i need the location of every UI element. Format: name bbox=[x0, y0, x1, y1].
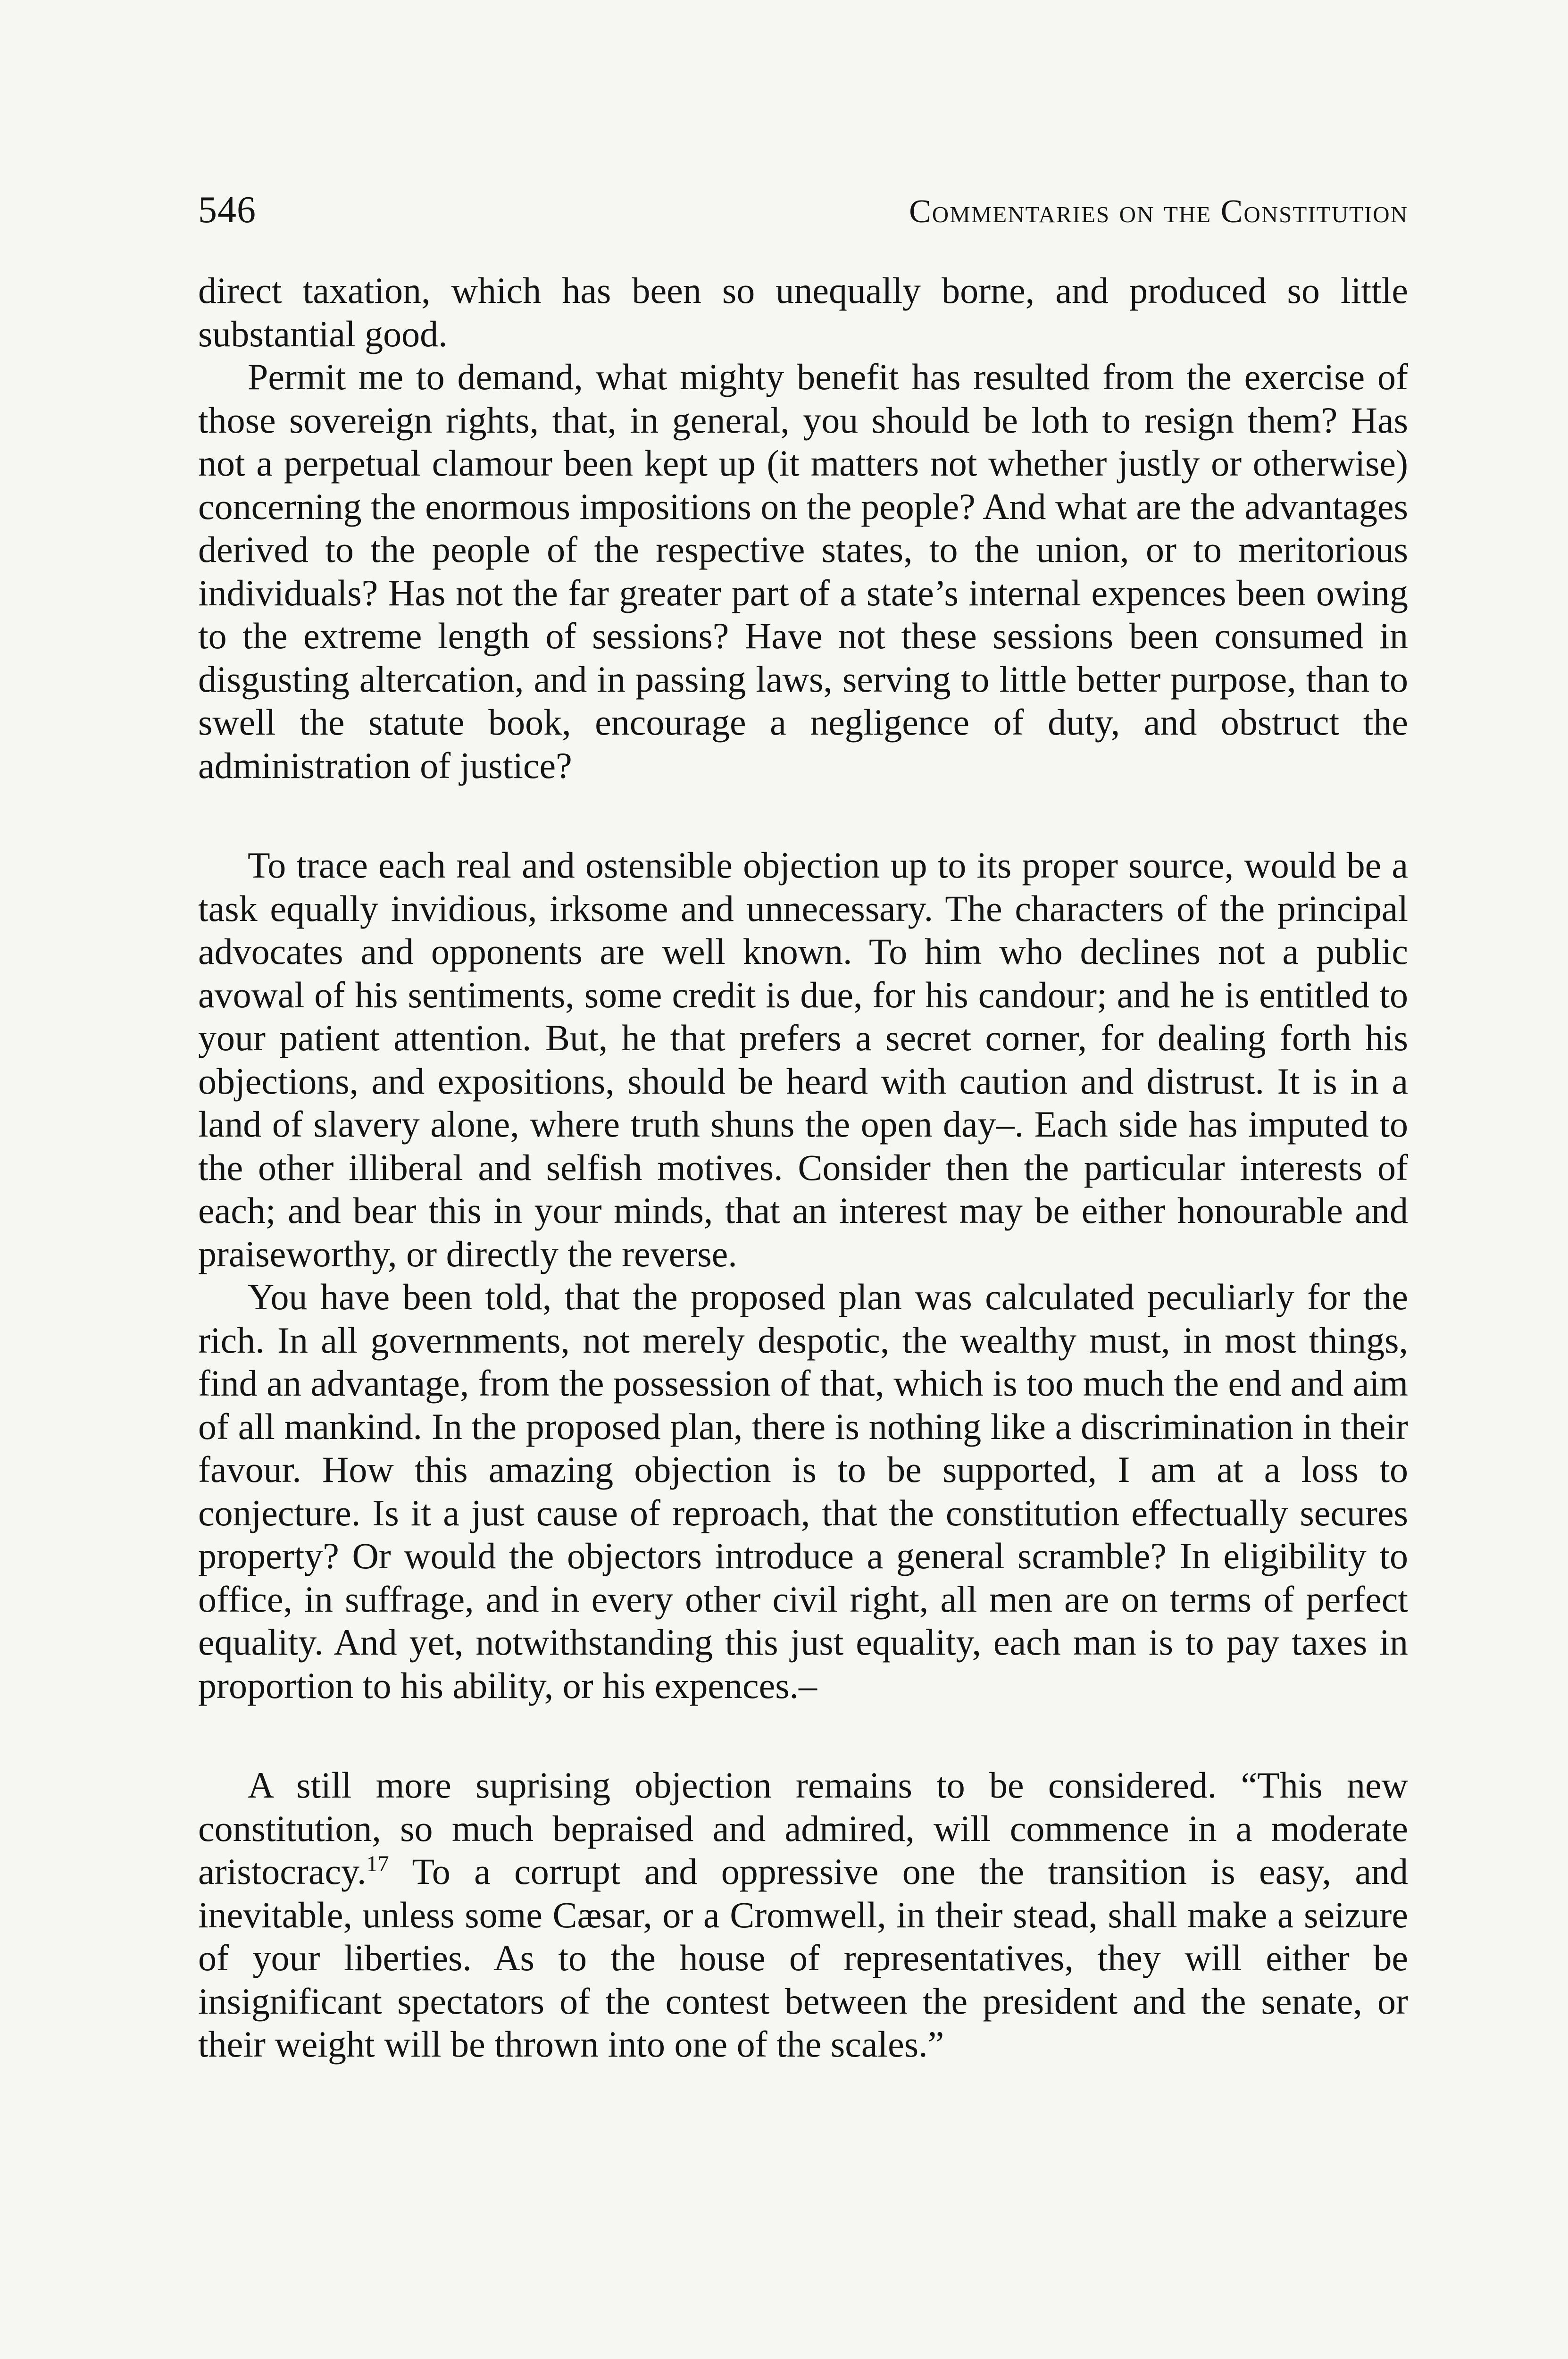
paragraph: To trace each real and ostensible objection up to its proper source, would be a task equally invidious, irksome and unnecessary. The characters of the principal advocates and opponents are well known. To him who declines not a public avowal of his sentiments, some credit is due, for his candour; and he is entitled to your patient attention. But, he that prefers a secret corner, for dealing forth his objections, and expositions, should be heard with caution and distrust. It is in a land of slavery alone, where truth shuns the open day–. Each side has imputed to the other illiberal and selfish motives. Consider then the particular interests of each; and bear this in your minds, that an interest may be either honourable and praiseworthy, or directly the reverse. bbox=[198, 845, 1408, 1274]
paragraph-text: To a corrupt and oppressive one the transition is easy, and inevitable, unless some Cæsar, or a Cromwell, in their stead, shall make a seizure of your liberties. As to the house of representatives, they will either be insignificant spectators of the contest between the president and the senate, or their weight will be thrown into one of the scales.” bbox=[198, 1851, 1408, 2065]
paragraph-continuation: direct taxation, which has been so unequally borne, and produced so little substantial good. bbox=[198, 270, 1408, 354]
paragraph: Permit me to demand, what mighty benefit has resulted from the exercise of those sovereign rights, that, in general, you should be loth to resign them? Has not a perpetual clamour been kept up (it matters not whether justly or otherwise) concerning the enormous impositions on the people? And what are the advantages derived to the people of the respective states, to the union, or to meritorious individuals? Has not the far greater part of a state’s internal expences been owing to the extreme length of sessions? Have not these sessions been consumed in disgusting altercation, and in passing laws, serving to little better purpose, than to swell the statute book, encourage a negligence of duty, and obstruct the administration of justice? bbox=[198, 356, 1408, 786]
paragraph: You have been told, that the proposed plan was calculated peculiarly for the rich. In all governments, not merely despotic, the wealthy must, in most things, find an advantage, from the possession of that, which is too much the end and aim of all mankind. In the proposed plan, there is nothing like a discrimination in their favour. How this amazing objection is to be supported, I am at a loss to conjecture. Is it a just cause of reproach, that the constitution effectually secures property? Or would the objectors introduce a general scramble? In eligibility to office, in suffrage, and in every other civil right, all men are on terms of perfect equality. And yet, notwithstanding this just equality, each man is to pay taxes in proportion to his ability, or his expences.– bbox=[198, 1276, 1408, 1706]
footnote-reference[interactable]: 17 bbox=[366, 1851, 389, 1876]
running-head bbox=[198, 189, 1408, 259]
body-text bbox=[198, 269, 1408, 2066]
document-page bbox=[198, 189, 1408, 2066]
paragraph bbox=[198, 1764, 1408, 2066]
page-number: 546 bbox=[198, 189, 256, 231]
running-title: Commentaries on the Constitution bbox=[909, 193, 1408, 230]
paragraph-text: A still more suprising objection remains to be considered. “This new constitution, so much bepraised and admired, will commence in a moderate aristocracy. bbox=[198, 1765, 1408, 1892]
